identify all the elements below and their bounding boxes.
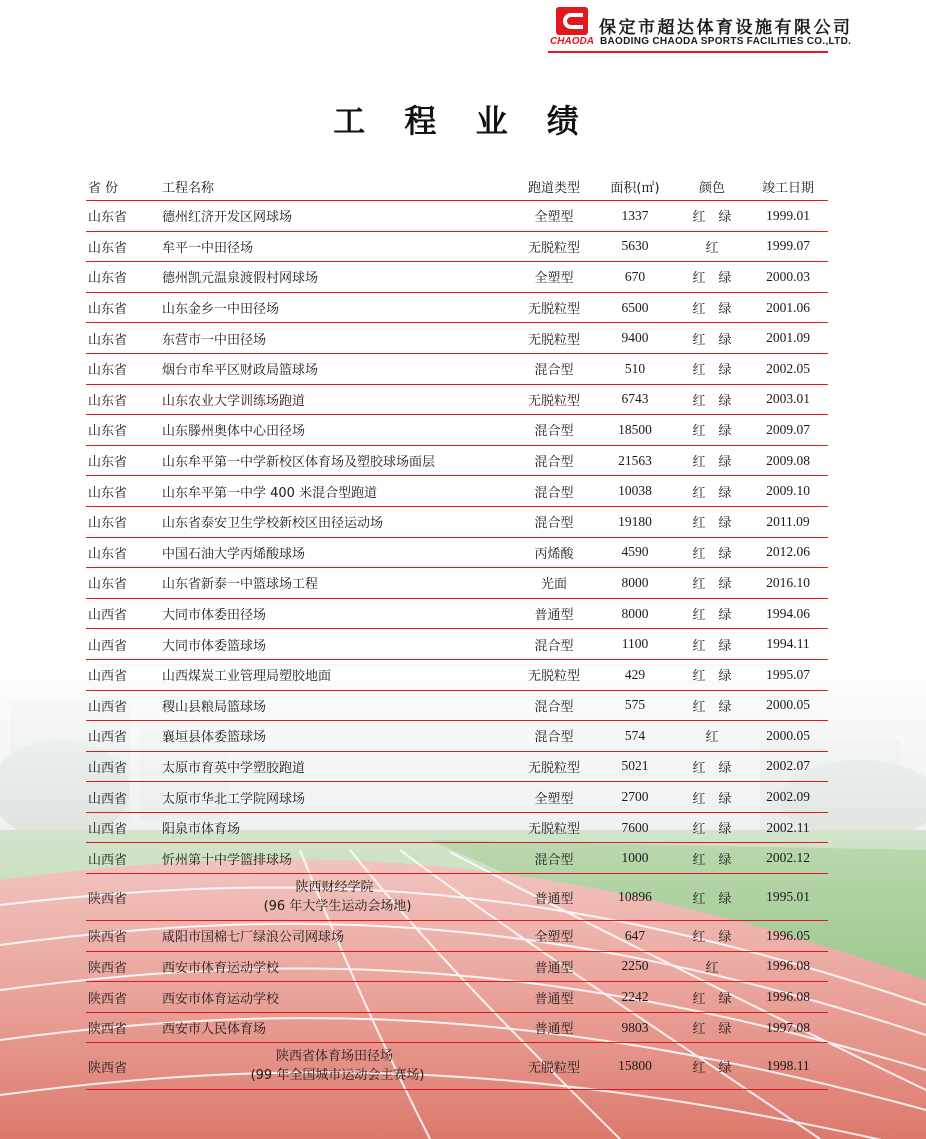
province-cell: 陕西省 bbox=[88, 1022, 128, 1038]
area-cell: 429 bbox=[624, 666, 646, 682]
area-cell: 2250 bbox=[621, 958, 649, 974]
completion-date-cell: 1994.11 bbox=[766, 636, 810, 652]
track-type-cell: 无脱粒型 bbox=[527, 302, 580, 318]
logo-c-mark bbox=[556, 7, 588, 35]
table-row bbox=[86, 476, 828, 507]
table-header bbox=[86, 173, 828, 201]
track-type-cell: 丙烯酸 bbox=[534, 546, 574, 562]
province-cell: 山东省 bbox=[88, 271, 128, 287]
province-cell: 陕西省 bbox=[88, 991, 128, 1007]
color-cell: 红 绿 bbox=[692, 760, 732, 776]
col-header-province: 省 份 bbox=[88, 181, 119, 196]
track-type-cell: 无脱粒型 bbox=[527, 822, 580, 838]
area-cell: 2700 bbox=[621, 789, 649, 805]
color-cell: 红 绿 bbox=[692, 991, 732, 1007]
track-type-cell: 无脱粒型 bbox=[527, 332, 580, 348]
project-name-cell: 山东牟平第一中学新校区体育场及塑胶球场面层 bbox=[162, 455, 436, 471]
project-name-cell: 德州凯元温泉渡假村网球场 bbox=[162, 271, 319, 287]
completion-date-cell: 1998.11 bbox=[766, 1058, 810, 1074]
track-type-cell: 普通型 bbox=[534, 608, 574, 624]
table-row bbox=[86, 843, 828, 874]
project-name-cell: 大同市体委田径场 bbox=[162, 608, 267, 624]
completion-date-cell: 1995.07 bbox=[766, 666, 810, 682]
project-name-cell: 山西煤炭工业管理局塑胶地面 bbox=[162, 669, 332, 685]
area-cell: 6500 bbox=[621, 299, 649, 315]
province-cell: 山东省 bbox=[88, 424, 128, 440]
logo-brand-text: CHAODA bbox=[550, 36, 594, 47]
col-header-date: 竣工日期 bbox=[761, 181, 814, 196]
completion-date-cell: 1994.06 bbox=[766, 605, 810, 621]
completion-date-cell: 2001.09 bbox=[766, 330, 810, 346]
color-cell: 红 绿 bbox=[692, 455, 732, 471]
table-row bbox=[86, 293, 828, 324]
completion-date-cell: 1995.01 bbox=[766, 889, 810, 905]
color-cell: 红 绿 bbox=[692, 852, 732, 868]
track-type-cell: 全塑型 bbox=[534, 930, 574, 946]
completion-date-cell: 1996.05 bbox=[766, 927, 810, 943]
track-type-cell: 无脱粒型 bbox=[527, 760, 580, 776]
project-name-cell: 烟台市牟平区财政局篮球场 bbox=[162, 363, 319, 379]
province-cell: 山东省 bbox=[88, 332, 128, 348]
province-cell: 山东省 bbox=[88, 516, 128, 532]
project-name-cell bbox=[162, 874, 507, 920]
area-cell: 5630 bbox=[621, 238, 649, 254]
province-cell: 山西省 bbox=[88, 760, 128, 776]
color-cell: 红 绿 bbox=[692, 1022, 732, 1038]
project-name-line1: 陕西财经学院 bbox=[295, 880, 374, 896]
project-name-line2: (99 年全国城市运动会主赛场) bbox=[250, 1068, 425, 1084]
color-cell: 红 绿 bbox=[692, 791, 732, 807]
table-row bbox=[86, 568, 828, 599]
completion-date-cell: 2002.12 bbox=[766, 850, 810, 866]
header-divider bbox=[548, 51, 828, 53]
project-name-cell bbox=[162, 1043, 507, 1089]
province-cell: 山东省 bbox=[88, 393, 128, 409]
table-row bbox=[86, 446, 828, 477]
project-name-cell: 阳泉市体育场 bbox=[162, 822, 241, 838]
color-cell: 红 绿 bbox=[692, 891, 732, 907]
province-cell: 山西省 bbox=[88, 638, 128, 654]
project-name-line2: (96 年大学生运动会场地) bbox=[263, 899, 412, 915]
area-cell: 9803 bbox=[621, 1019, 649, 1035]
completion-date-cell: 1997.08 bbox=[766, 1019, 810, 1035]
completion-date-cell: 2001.06 bbox=[766, 299, 810, 315]
area-cell: 670 bbox=[624, 268, 646, 284]
area-cell: 1000 bbox=[621, 850, 649, 866]
province-cell: 山西省 bbox=[88, 822, 128, 838]
table-row bbox=[86, 752, 828, 783]
province-cell: 山东省 bbox=[88, 363, 128, 379]
province-cell: 陕西省 bbox=[88, 1060, 128, 1076]
col-header-type: 跑道类型 bbox=[527, 181, 580, 196]
area-cell: 2242 bbox=[621, 989, 649, 1005]
track-type-cell: 全塑型 bbox=[534, 791, 574, 807]
project-name-cell: 德州红济开发区网球场 bbox=[162, 210, 293, 226]
color-cell: 红 绿 bbox=[692, 930, 732, 946]
track-type-cell: 无脱粒型 bbox=[527, 1060, 580, 1076]
completion-date-cell: 2016.10 bbox=[766, 574, 810, 590]
completion-date-cell: 2000.03 bbox=[766, 268, 810, 284]
table-row bbox=[86, 660, 828, 691]
color-cell: 红 绿 bbox=[692, 363, 732, 379]
color-cell: 红 绿 bbox=[692, 638, 732, 654]
province-cell: 山东省 bbox=[88, 240, 128, 256]
table-row bbox=[86, 385, 828, 416]
area-cell: 510 bbox=[624, 360, 646, 376]
area-cell: 4590 bbox=[621, 544, 649, 560]
track-type-cell: 混合型 bbox=[534, 730, 574, 746]
project-name-cell: 大同市体委篮球场 bbox=[162, 638, 267, 654]
table-row bbox=[86, 415, 828, 446]
track-type-cell: 全塑型 bbox=[534, 210, 574, 226]
project-name-cell: 山东金乡一中田径场 bbox=[162, 302, 280, 318]
completion-date-cell: 1996.08 bbox=[766, 989, 810, 1005]
track-type-cell: 混合型 bbox=[534, 699, 574, 715]
province-cell: 山东省 bbox=[88, 302, 128, 318]
area-cell: 647 bbox=[624, 927, 646, 943]
area-cell: 5021 bbox=[621, 758, 649, 774]
table-row bbox=[86, 721, 828, 752]
track-type-cell: 混合型 bbox=[534, 485, 574, 501]
project-name-cell: 太原市育英中学塑胶跑道 bbox=[162, 760, 306, 776]
track-type-cell: 混合型 bbox=[534, 424, 574, 440]
project-name-cell: 牟平一中田径场 bbox=[162, 240, 254, 256]
table-row bbox=[86, 354, 828, 385]
color-cell: 红 绿 bbox=[692, 577, 732, 593]
completion-date-cell: 2009.07 bbox=[766, 421, 810, 437]
color-cell: 红 绿 bbox=[692, 302, 732, 318]
completion-date-cell: 2000.05 bbox=[766, 697, 810, 713]
color-cell: 红 bbox=[705, 240, 719, 256]
province-cell: 山东省 bbox=[88, 210, 128, 226]
table-row bbox=[86, 1013, 828, 1044]
province-cell: 陕西省 bbox=[88, 891, 128, 907]
track-type-cell: 无脱粒型 bbox=[527, 240, 580, 256]
completion-date-cell: 2002.09 bbox=[766, 789, 810, 805]
area-cell: 10038 bbox=[618, 483, 652, 499]
track-type-cell: 混合型 bbox=[534, 455, 574, 471]
color-cell: 红 绿 bbox=[692, 546, 732, 562]
track-type-cell: 混合型 bbox=[534, 852, 574, 868]
color-cell: 红 绿 bbox=[692, 699, 732, 715]
completion-date-cell: 1999.01 bbox=[766, 207, 810, 223]
province-cell: 陕西省 bbox=[88, 930, 128, 946]
table-row bbox=[86, 952, 828, 983]
area-cell: 9400 bbox=[621, 330, 649, 346]
project-name-cell: 西安市体育运动学校 bbox=[162, 960, 280, 976]
table-row bbox=[86, 507, 828, 538]
completion-date-cell: 2002.11 bbox=[766, 819, 810, 835]
table-row bbox=[86, 691, 828, 722]
table-row bbox=[86, 262, 828, 293]
province-cell: 山西省 bbox=[88, 608, 128, 624]
province-cell: 山东省 bbox=[88, 485, 128, 501]
province-cell: 山东省 bbox=[88, 455, 128, 471]
project-name-cell: 忻州第十中学篮排球场 bbox=[162, 852, 293, 868]
table-row bbox=[86, 1043, 828, 1090]
completion-date-cell: 2009.10 bbox=[766, 483, 810, 499]
table-row bbox=[86, 782, 828, 813]
color-cell: 红 绿 bbox=[692, 332, 732, 348]
color-cell: 红 绿 bbox=[692, 271, 732, 287]
province-cell: 山西省 bbox=[88, 791, 128, 807]
province-cell: 陕西省 bbox=[88, 960, 128, 976]
color-cell: 红 绿 bbox=[692, 608, 732, 624]
track-type-cell: 混合型 bbox=[534, 516, 574, 532]
project-name-cell: 山东牟平第一中学 400 米混合型跑道 bbox=[162, 485, 378, 501]
table-body bbox=[86, 201, 828, 1090]
project-name-cell: 山东省新泰一中篮球场工程 bbox=[162, 577, 319, 593]
area-cell: 19180 bbox=[618, 513, 652, 529]
track-type-cell: 混合型 bbox=[534, 363, 574, 379]
table-row bbox=[86, 982, 828, 1013]
company-logo bbox=[548, 7, 596, 45]
province-cell: 山西省 bbox=[88, 730, 128, 746]
completion-date-cell: 2003.01 bbox=[766, 391, 810, 407]
area-cell: 8000 bbox=[621, 574, 649, 590]
completion-date-cell: 1996.08 bbox=[766, 958, 810, 974]
project-name-cell: 山东农业大学训练场跑道 bbox=[162, 393, 306, 409]
province-cell: 山西省 bbox=[88, 852, 128, 868]
area-cell: 8000 bbox=[621, 605, 649, 621]
projects-table bbox=[86, 173, 828, 1090]
table-row bbox=[86, 813, 828, 844]
color-cell: 红 绿 bbox=[692, 516, 732, 532]
area-cell: 18500 bbox=[618, 421, 652, 437]
color-cell: 红 绿 bbox=[692, 485, 732, 501]
project-name-cell: 咸阳市国棉七厂绿浪公司网球场 bbox=[162, 930, 345, 946]
color-cell: 红 绿 bbox=[692, 669, 732, 685]
project-name-cell: 东营市一中田径场 bbox=[162, 332, 267, 348]
table-row bbox=[86, 599, 828, 630]
track-type-cell: 普通型 bbox=[534, 960, 574, 976]
track-type-cell: 无脱粒型 bbox=[527, 669, 580, 685]
table-row bbox=[86, 538, 828, 569]
project-name-cell: 西安市体育运动学校 bbox=[162, 991, 280, 1007]
area-cell: 6743 bbox=[621, 391, 649, 407]
track-type-cell: 光面 bbox=[540, 577, 567, 593]
page-title: 工 程 业 绩 bbox=[333, 102, 593, 140]
table-row bbox=[86, 874, 828, 921]
color-cell: 红 bbox=[705, 730, 719, 746]
area-cell: 574 bbox=[624, 727, 646, 743]
project-name-cell: 山东滕州奥体中心田径场 bbox=[162, 424, 306, 440]
project-name-cell: 襄垣县体委篮球场 bbox=[162, 730, 267, 746]
track-type-cell: 普通型 bbox=[534, 1022, 574, 1038]
col-header-name: 工程名称 bbox=[162, 181, 215, 196]
completion-date-cell: 2002.07 bbox=[766, 758, 810, 774]
col-header-color: 颜色 bbox=[698, 181, 725, 196]
col-header-area: 面积(㎡) bbox=[610, 181, 660, 196]
area-cell: 10896 bbox=[618, 889, 652, 905]
province-cell: 山东省 bbox=[88, 577, 128, 593]
completion-date-cell: 1999.07 bbox=[766, 238, 810, 254]
project-name-cell: 山东省泰安卫生学校新校区田径运动场 bbox=[162, 516, 384, 532]
track-type-cell: 普通型 bbox=[534, 891, 574, 907]
color-cell: 红 bbox=[705, 960, 719, 976]
track-type-cell: 无脱粒型 bbox=[527, 393, 580, 409]
project-name-line1: 陕西省体育场田径场 bbox=[275, 1049, 393, 1065]
track-type-cell: 普通型 bbox=[534, 991, 574, 1007]
province-cell: 山西省 bbox=[88, 699, 128, 715]
table-row bbox=[86, 232, 828, 263]
track-type-cell: 混合型 bbox=[534, 638, 574, 654]
completion-date-cell: 2009.08 bbox=[766, 452, 810, 468]
province-cell: 山西省 bbox=[88, 669, 128, 685]
color-cell: 红 绿 bbox=[692, 210, 732, 226]
area-cell: 575 bbox=[624, 697, 646, 713]
table-row bbox=[86, 201, 828, 232]
area-cell: 1337 bbox=[621, 207, 649, 223]
project-name-cell: 太原市华北工学院网球场 bbox=[162, 791, 306, 807]
color-cell: 红 绿 bbox=[692, 393, 732, 409]
table-row bbox=[86, 629, 828, 660]
area-cell: 21563 bbox=[618, 452, 652, 468]
table-row bbox=[86, 323, 828, 354]
color-cell: 红 绿 bbox=[692, 1060, 732, 1076]
completion-date-cell: 2012.06 bbox=[766, 544, 810, 560]
area-cell: 1100 bbox=[621, 636, 649, 652]
color-cell: 红 绿 bbox=[692, 424, 732, 440]
color-cell: 红 绿 bbox=[692, 822, 732, 838]
completion-date-cell: 2000.05 bbox=[766, 727, 810, 743]
project-name-cell: 中国石油大学丙烯酸球场 bbox=[162, 546, 306, 562]
project-name-cell: 西安市人民体育场 bbox=[162, 1022, 267, 1038]
company-name-cn: 保定市超达体育设施有限公司 bbox=[599, 18, 853, 38]
table-row bbox=[86, 921, 828, 952]
track-type-cell: 全塑型 bbox=[534, 271, 574, 287]
project-name-cell: 稷山县粮局篮球场 bbox=[162, 699, 267, 715]
company-name-en: BAODING CHAODA SPORTS FACILITIES CO.,LTD. bbox=[600, 36, 852, 47]
completion-date-cell: 2011.09 bbox=[766, 513, 810, 529]
completion-date-cell: 2002.05 bbox=[766, 360, 810, 376]
area-cell: 15800 bbox=[618, 1058, 652, 1074]
province-cell: 山东省 bbox=[88, 546, 128, 562]
area-cell: 7600 bbox=[621, 819, 649, 835]
